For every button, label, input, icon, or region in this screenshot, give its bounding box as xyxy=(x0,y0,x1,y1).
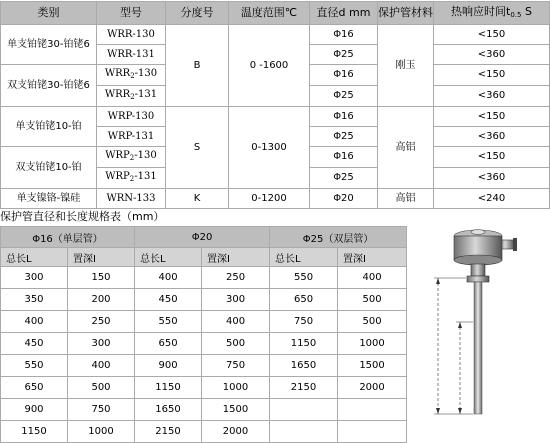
insert-depth-cell: 750 xyxy=(68,399,135,421)
sub-header-total-length: 总长L xyxy=(135,248,202,267)
insert-depth-cell: 250 xyxy=(202,267,270,289)
temp-range-cell: 0-1300 xyxy=(229,107,310,189)
graduation-cell: S xyxy=(166,107,229,189)
header-response-time: 热响应时间$t_{0.5}$ S xyxy=(434,2,550,25)
total-length-cell: 400 xyxy=(135,267,202,289)
total-length-cell: 450 xyxy=(1,333,68,355)
size-table-caption: 保护管直径和长度规格表（mm） xyxy=(0,210,165,223)
total-length-cell: 900 xyxy=(1,399,68,421)
sub-header-insert-depth: 置深I xyxy=(202,248,270,267)
graduation-cell: K xyxy=(166,189,229,209)
table-row xyxy=(1,25,550,45)
spec-header-row xyxy=(1,2,550,25)
insert-depth-cell xyxy=(338,399,407,421)
insert-depth-cell: 300 xyxy=(68,333,135,355)
category-cell: 双支铂铑10-铂 xyxy=(1,147,97,189)
insert-depth-cell: 400 xyxy=(338,267,407,289)
model-cell: $WRP_2-131$ xyxy=(97,168,166,189)
insert-depth-cell: 1000 xyxy=(68,421,135,443)
diameter-cell: Φ20 xyxy=(310,189,378,209)
size-group-header-row xyxy=(1,227,407,248)
table-row xyxy=(1,189,550,209)
insert-depth-cell: 500 xyxy=(202,333,270,355)
category-cell: 双支铂铑30-铂铑6 xyxy=(1,65,97,107)
insert-depth-cell: 400 xyxy=(202,311,270,333)
insert-depth-cell: 400 xyxy=(68,355,135,377)
insert-depth-cell: 150 xyxy=(68,267,135,289)
table-row xyxy=(1,311,407,333)
diameter-cell: Φ16 xyxy=(310,147,378,168)
diameter-cell: Φ25 xyxy=(310,45,378,65)
total-length-cell: 1650 xyxy=(135,399,202,421)
header-diameter: 直径d mm xyxy=(310,2,378,25)
material-cell: 刚玉 xyxy=(378,25,434,107)
insert-depth-cell xyxy=(338,421,407,443)
response-cell: <360 xyxy=(434,168,550,189)
graduation-cell: B xyxy=(166,25,229,107)
total-length-cell: 2150 xyxy=(270,377,338,399)
response-cell: <240 xyxy=(434,189,550,209)
total-length-cell: 550 xyxy=(270,267,338,289)
header-category: 类别 xyxy=(1,2,97,25)
table-row xyxy=(1,377,407,399)
table-row xyxy=(1,355,407,377)
total-length-cell: 1150 xyxy=(270,333,338,355)
model-cell: WRP-131 xyxy=(97,127,166,147)
group-header-phi20: Φ20 xyxy=(135,227,270,248)
thermocouple-spec-table xyxy=(0,1,550,209)
insert-depth-cell: 500 xyxy=(338,289,407,311)
temp-range-cell: 0-1200 xyxy=(229,189,310,209)
insert-depth-cell: 300 xyxy=(202,289,270,311)
insert-depth-cell: 2000 xyxy=(338,377,407,399)
model-cell: $WRR_2-130$ xyxy=(97,65,166,86)
diameter-cell: Φ16 xyxy=(310,25,378,45)
total-length-cell: 650 xyxy=(270,289,338,311)
material-cell: 高铝 xyxy=(378,189,434,209)
total-length-cell: 1150 xyxy=(1,421,68,443)
header-tube-material: 保护管材料 xyxy=(378,2,434,25)
insert-depth-cell: 250 xyxy=(68,311,135,333)
tube-size-table xyxy=(0,226,407,443)
temp-range-cell: 0 -1600 xyxy=(229,25,310,107)
insert-depth-cell: 2000 xyxy=(202,421,270,443)
sub-header-total-length: 总长L xyxy=(1,248,68,267)
sub-header-insert-depth: 置深I xyxy=(338,248,407,267)
header-model: 型号 xyxy=(97,2,166,25)
model-cell: $WRR_2-131$ xyxy=(97,86,166,107)
response-cell: <150 xyxy=(434,147,550,168)
insert-depth-cell: 1500 xyxy=(202,399,270,421)
group-header-phi25: Φ25（双层管） xyxy=(270,227,407,248)
model-cell: WRN-133 xyxy=(97,189,166,209)
table-row xyxy=(1,289,407,311)
table-row xyxy=(1,333,407,355)
diameter-cell: Φ16 xyxy=(310,65,378,86)
insert-depth-cell: 200 xyxy=(68,289,135,311)
total-length-cell: 350 xyxy=(1,289,68,311)
total-length-cell: 450 xyxy=(135,289,202,311)
diameter-cell: Φ16 xyxy=(310,107,378,127)
thermocouple-drawing-icon xyxy=(420,222,545,422)
insert-depth-cell: 1000 xyxy=(338,333,407,355)
total-length-cell: 650 xyxy=(135,333,202,355)
group-header-phi16: Φ16（单层管） xyxy=(1,227,135,248)
response-cell: <360 xyxy=(434,45,550,65)
size-sub-header-row xyxy=(1,248,407,267)
model-cell: WRR-131 xyxy=(97,45,166,65)
total-length-cell: 550 xyxy=(135,311,202,333)
total-length-cell: 750 xyxy=(270,311,338,333)
total-length-cell: 550 xyxy=(1,355,68,377)
response-cell: <150 xyxy=(434,107,550,127)
total-length-cell: 2150 xyxy=(135,421,202,443)
sub-header-total-length: 总长L xyxy=(270,248,338,267)
response-cell: <150 xyxy=(434,25,550,45)
model-cell: $WRP_2-130$ xyxy=(97,147,166,168)
insert-depth-cell: 500 xyxy=(68,377,135,399)
insert-depth-cell: 1000 xyxy=(202,377,270,399)
header-graduation: 分度号 xyxy=(166,2,229,25)
category-cell: 单支铂铑30-铂铑6 xyxy=(1,25,97,65)
diameter-cell: Φ25 xyxy=(310,127,378,147)
material-cell: 高铝 xyxy=(378,107,434,189)
insert-depth-cell: 750 xyxy=(202,355,270,377)
header-temp-range: 温度范围℃ xyxy=(229,2,310,25)
total-length-cell: 300 xyxy=(1,267,68,289)
total-length-cell xyxy=(270,421,338,443)
response-cell: <150 xyxy=(434,65,550,86)
total-length-cell: 900 xyxy=(135,355,202,377)
model-cell: WRR-130 xyxy=(97,25,166,45)
response-cell: <360 xyxy=(434,86,550,107)
insert-depth-cell: 1500 xyxy=(338,355,407,377)
total-length-cell: 400 xyxy=(1,311,68,333)
sub-header-insert-depth: 置深I xyxy=(68,248,135,267)
total-length-cell: 650 xyxy=(1,377,68,399)
model-cell: WRP-130 xyxy=(97,107,166,127)
table-row xyxy=(1,267,407,289)
total-length-cell: 1650 xyxy=(270,355,338,377)
table-row xyxy=(1,399,407,421)
diameter-cell: Φ25 xyxy=(310,86,378,107)
response-cell: <360 xyxy=(434,127,550,147)
total-length-cell: 1150 xyxy=(135,377,202,399)
category-cell: 单支镍铬-镍硅 xyxy=(1,189,97,209)
table-row xyxy=(1,107,550,127)
insert-depth-cell: 500 xyxy=(338,311,407,333)
table-row xyxy=(1,421,407,443)
diameter-cell: Φ25 xyxy=(310,168,378,189)
category-cell: 单支铂铑10-铂 xyxy=(1,107,97,147)
total-length-cell xyxy=(270,399,338,421)
